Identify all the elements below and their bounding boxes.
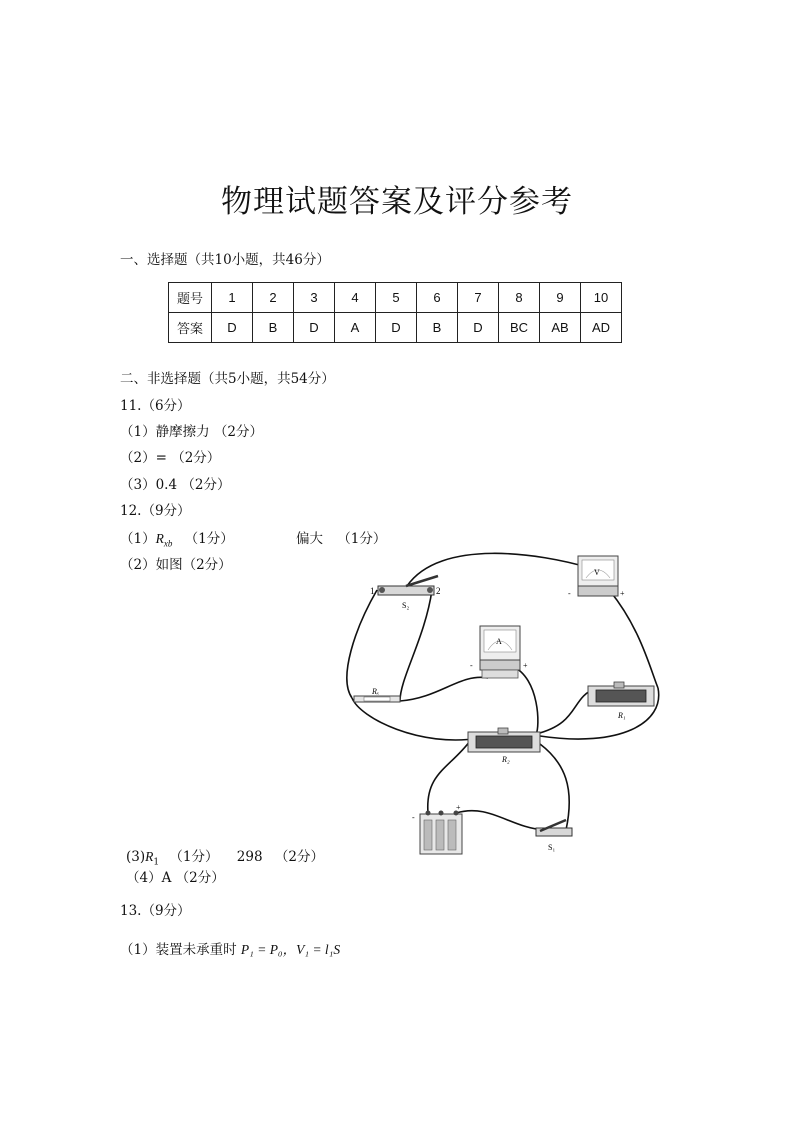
q12-a1b-text: 偏大 bbox=[296, 531, 323, 547]
voltmeter-plus: + bbox=[620, 589, 625, 598]
section2-heading: 二、非选择题（共5小题，共54分） bbox=[120, 371, 335, 387]
q12-answer-4: （4）A （2分） bbox=[126, 870, 225, 886]
table-row-numbers bbox=[169, 283, 622, 313]
q12-answer-1 bbox=[120, 527, 234, 549]
table-cell: BC bbox=[499, 313, 540, 343]
q12-a1b-score: （1分） bbox=[337, 531, 387, 547]
answer-table bbox=[168, 282, 622, 343]
table-cell: 10 bbox=[581, 283, 622, 313]
q12-a1-symbol: R bbox=[155, 531, 164, 546]
q12-answer-1b bbox=[296, 527, 386, 547]
q11-answer-3: （3）0.4 （2分） bbox=[120, 477, 231, 493]
table-cell: 2 bbox=[253, 283, 294, 313]
wire bbox=[428, 741, 470, 813]
q12-answer-3 bbox=[126, 845, 324, 868]
table-cell: 3 bbox=[294, 283, 335, 313]
wire bbox=[610, 591, 658, 688]
ammeter-minus: - bbox=[470, 661, 473, 670]
q12-a3-value: 298 bbox=[236, 849, 263, 865]
wire bbox=[536, 688, 596, 734]
table-cell: 7 bbox=[458, 283, 499, 313]
table-cell: B bbox=[253, 313, 294, 343]
table-cell: 8 bbox=[499, 283, 540, 313]
rheostat-r2 bbox=[468, 728, 540, 764]
q12-a3-prefix: (3) bbox=[126, 849, 146, 865]
table-cell: AD bbox=[581, 313, 622, 343]
table-cell: 1 bbox=[212, 283, 253, 313]
switch-s2-label: S₂ bbox=[402, 601, 410, 610]
voltmeter-label: V bbox=[594, 568, 600, 577]
q11-head: 11.（6分） bbox=[120, 398, 191, 414]
voltmeter bbox=[568, 556, 625, 598]
battery-plus: + bbox=[456, 803, 461, 812]
battery-minus: - bbox=[412, 813, 415, 822]
q13-a1-formula: P₁ = P₀，V₁ = l₁S bbox=[240, 942, 341, 957]
table-cell: 5 bbox=[376, 283, 417, 313]
voltmeter-minus: - bbox=[568, 589, 571, 598]
q13-answer-1 bbox=[120, 938, 340, 958]
battery bbox=[412, 803, 462, 854]
table-cell: D bbox=[294, 313, 335, 343]
switch-s2-pin-2: 2 bbox=[436, 586, 441, 596]
table-row2-label: 答案 bbox=[169, 313, 212, 343]
section1-heading: 一、选择题（共10小题，共46分） bbox=[120, 252, 330, 268]
wire bbox=[352, 698, 480, 740]
q12-a3-sub: 1 bbox=[153, 857, 160, 868]
wire bbox=[456, 811, 545, 830]
switch-s2-pin-1: 1 bbox=[370, 586, 375, 596]
q11-answer-1: （1）静摩擦力 （2分） bbox=[120, 424, 263, 440]
table-cell: 6 bbox=[417, 283, 458, 313]
table-cell: B bbox=[417, 313, 458, 343]
q12-a1-sub: xb bbox=[163, 538, 173, 549]
q12-a3-score: （1分） bbox=[169, 849, 219, 865]
table-row1-label: 题号 bbox=[169, 283, 212, 313]
table-cell: D bbox=[212, 313, 253, 343]
q12-a3-symbol: R bbox=[145, 849, 154, 864]
wire bbox=[400, 677, 488, 701]
circuit-diagram bbox=[340, 548, 670, 858]
ammeter-label: A bbox=[496, 637, 502, 646]
table-cell: 4 bbox=[335, 283, 376, 313]
rheostat-r1 bbox=[588, 682, 654, 720]
rheostat-r2-label: R₂ bbox=[502, 755, 510, 764]
q13-a1-text: （1）装置未承重时 bbox=[120, 942, 237, 958]
rheostat-r1-label: R₁ bbox=[618, 711, 626, 720]
table-cell: D bbox=[376, 313, 417, 343]
table-cell: D bbox=[458, 313, 499, 343]
q12-answer-2: （2）如图（2分） bbox=[120, 557, 232, 573]
table-row-answers bbox=[169, 313, 622, 343]
resistor-rx-label: Rₓ bbox=[372, 687, 380, 696]
q12-a1-prefix: （1） bbox=[120, 531, 156, 547]
switch-s1-label: S₁ bbox=[548, 843, 556, 852]
table-cell: A bbox=[335, 313, 376, 343]
q13-head: 13.（9分） bbox=[120, 903, 191, 919]
table-cell: 9 bbox=[540, 283, 581, 313]
q12-head: 12.（9分） bbox=[120, 503, 191, 519]
ammeter-plus: + bbox=[523, 661, 528, 670]
wire bbox=[540, 744, 569, 830]
wire bbox=[347, 590, 380, 698]
table-cell: AB bbox=[540, 313, 581, 343]
ammeter bbox=[470, 626, 528, 678]
q12-a3-value-score: （2分） bbox=[274, 849, 324, 865]
q11-answer-2: （2）= （2分） bbox=[120, 450, 221, 466]
page-title: 物理试题答案及评分参考 bbox=[221, 184, 573, 220]
resistor-rx bbox=[354, 687, 400, 702]
q12-a1-score: （1分） bbox=[184, 531, 234, 547]
